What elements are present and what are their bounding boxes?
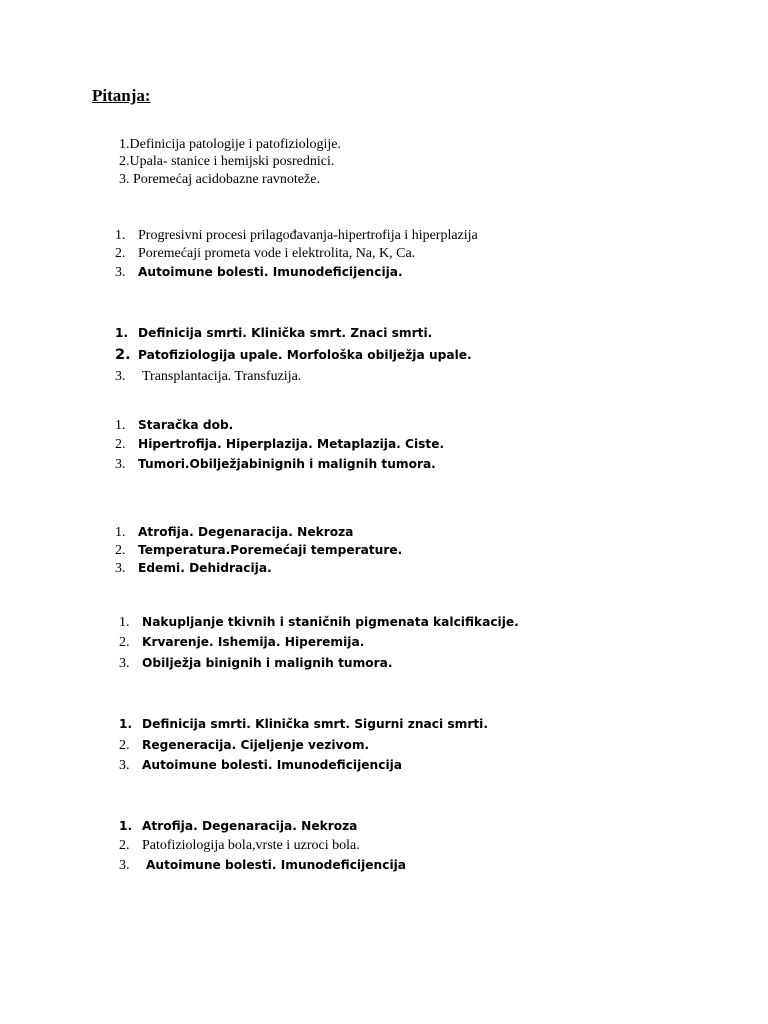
list-item-text: Obilježja binignih i malignih tumora. (142, 656, 393, 670)
list-number: 1. (115, 326, 129, 340)
list-number: 2. (115, 246, 126, 261)
list-item-text: Patofiziologija bola,vrste i uzroci bola. (142, 838, 360, 853)
list-number: 3. (115, 561, 126, 576)
list-number: 3. (115, 265, 126, 280)
list-item-text: Krvarenje. Ishemija. Hiperemija. (142, 635, 365, 649)
list-item-text: Hipertrofija. Hiperplazija. Metaplazija. Ciste. (138, 437, 445, 451)
list-number: 1. (119, 819, 133, 833)
list-item: 1.Definicija patologije i patofiziologije. (119, 137, 341, 152)
list-item-text: Nakupljanje tkivnih i staničnih pigmenata kalcifikacije. (142, 615, 519, 629)
page-title: Pitanja: (92, 86, 151, 105)
list-number: 3. (115, 369, 126, 384)
list-number: 2. (115, 347, 131, 363)
list-number: 1. (119, 717, 133, 731)
list-number: 3. (119, 858, 130, 873)
list-item-text: Edemi. Dehidracija. (138, 561, 272, 575)
list-item-text: Regeneracija. Cijeljenje vezivom. (142, 738, 370, 752)
list-item-text: Autoimune bolesti. Imunodeficijencija (146, 858, 407, 872)
list-number: 2. (115, 437, 126, 452)
list-item-text: Definicija smrti. Klinička smrt. Sigurni znaci smrti. (142, 717, 488, 731)
list-number: 1. (119, 615, 130, 630)
list-item-text: Autoimune bolesti. Imunodeficijencija (142, 758, 403, 772)
list-number: 1. (115, 525, 126, 540)
list-number: 2. (119, 838, 130, 853)
list-item-text: Patofiziologija upale. Morfološka obilježja upale. (138, 348, 472, 362)
list-item: 2.Upala- stanice i hemijski posrednici. (119, 154, 335, 169)
list-number: 1. (115, 228, 126, 243)
list-number: 3. (119, 656, 130, 671)
list-item-text: Tumori.Obilježjabinignih i malignih tumora. (138, 457, 436, 471)
list-item-text: Atrofija. Degenaracija. Nekroza (142, 819, 358, 833)
list-number: 2. (119, 738, 130, 753)
list-item-text: Staračka dob. (138, 418, 234, 432)
list-number: 3. (115, 457, 126, 472)
list-item-text: Definicija smrti. Klinička smrt. Znaci smrti. (138, 326, 433, 340)
list-item-text: Poremećaji prometa vode i elektrolita, Na, K, Ca. (138, 246, 416, 261)
list-number: 2. (119, 635, 130, 650)
list-item: 3. Poremećaj acidobazne ravnoteže. (119, 172, 320, 187)
list-number: 3. (119, 758, 130, 773)
list-number: 1. (115, 418, 126, 433)
list-number: 2. (115, 543, 126, 558)
list-item-text: Atrofija. Degenaracija. Nekroza (138, 525, 354, 539)
list-item-text: Autoimune bolesti. Imunodeficijencija. (138, 265, 403, 279)
list-item-text: Progresivni procesi prilagođavanja-hipertrofija i hiperplazija (138, 228, 478, 243)
list-item-text: Transplantacija. Transfuzija. (142, 369, 302, 384)
list-item-text: Temperatura.Poremećaji temperature. (138, 543, 403, 557)
